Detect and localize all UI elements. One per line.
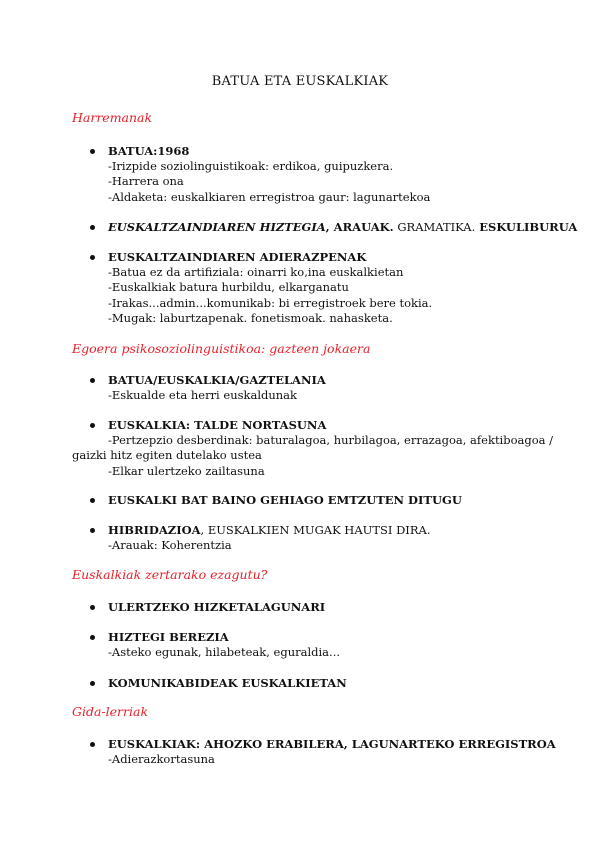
bullet-icon xyxy=(90,605,95,610)
list-item-line: -Aldaketa: euskalkiaren erregistroa gaur: lagunartekoa xyxy=(108,189,431,204)
list-item-text: ESKULIBURUA xyxy=(475,220,578,234)
list-item-line: -Euskalkiak batura hurbildu, elkarganatu xyxy=(108,280,349,295)
list-item-head: ULERTZEKO HIZKETALAGUNARI xyxy=(108,600,326,614)
list-item-line: -Irakas...admin...komunikab: bi erregistroek bere tokia. xyxy=(108,295,433,310)
list-item-line: -Batua ez da artifiziala: oinarri ko,ina euskalkietan xyxy=(108,265,404,280)
list-item xyxy=(108,493,462,508)
list-item-head: HIBRIDAZIOA xyxy=(108,523,201,537)
list-item-line: -Harrera ona xyxy=(108,174,184,189)
list-item xyxy=(72,418,554,479)
bullet-icon xyxy=(90,498,95,503)
list-item xyxy=(108,523,430,553)
list-item-line: -Arauak: Koherentzia xyxy=(108,538,232,553)
list-item-line: -Asteko egunak, hilabeteak, eguraldia... xyxy=(108,645,340,660)
bullet-icon xyxy=(90,742,95,747)
list-item-text: , ARAUAK. xyxy=(325,220,394,234)
list-item-head: HIZTEGI BEREZIA xyxy=(108,630,229,644)
list-item xyxy=(108,250,432,326)
page-title: BATUA ETA EUSKALKIAK xyxy=(211,74,389,89)
section-heading-zertarako: Euskalkiak zertarako ezagutu? xyxy=(72,567,268,582)
bullet-icon xyxy=(90,635,95,640)
list-item xyxy=(108,630,340,660)
list-item-line: -Irizpide soziolinguistikoak: erdikoa, guipuzkera. xyxy=(108,159,394,174)
list-item-head: EUSKALKIA: TALDE NORTASUNA xyxy=(108,418,327,432)
list-item-head: EUSKALKIAK: AHOZKO ERABILERA, LAGUNARTEKO ERREGISTROA xyxy=(108,737,556,751)
bullet-icon xyxy=(90,225,95,230)
list-item-line: -Pertzepzio desberdinak: baturalagoa, hurbilagoa, errazagoa, afektiboagoa / xyxy=(108,433,554,448)
list-item xyxy=(108,373,326,403)
list-item xyxy=(108,144,430,205)
list-item-text: GRAMATIKA. xyxy=(393,220,476,234)
list-item xyxy=(108,220,577,235)
list-item-line: -Adierazkortasuna xyxy=(108,752,215,767)
bullet-icon xyxy=(90,423,95,428)
list-item-line: gaizki hitz egiten dutelako ustea xyxy=(72,448,262,463)
section-heading-harremanak: Harremanak xyxy=(72,110,153,125)
list-item-head: EUSKALTZAINDIAREN ADIERAZPENAK xyxy=(108,250,367,264)
bullet-icon xyxy=(90,378,95,383)
list-item-head: BATUA:1968 xyxy=(108,144,190,158)
list-item xyxy=(108,600,325,615)
list-item-line: -Eskualde eta herri euskaldunak xyxy=(108,388,298,403)
list-item-head: BATUA/EUSKALKIA/GAZTELANIA xyxy=(108,373,326,387)
bullet-icon xyxy=(90,255,95,260)
list-item-text: , EUSKALKIEN MUGAK HAUTSI DIRA. xyxy=(200,523,431,537)
list-item-head: KOMUNIKABIDEAK EUSKALKIETAN xyxy=(108,676,347,690)
list-item-line: -Mugak: laburtzapenak. fonetismoak. nahasketa. xyxy=(108,310,393,325)
bullet-icon xyxy=(90,528,95,533)
section-heading-egoera: Egoera psikosoziolinguistikoa: gazteen jokaera xyxy=(72,341,371,356)
list-item-head: EUSKALTZAINDIAREN HIZTEGIA xyxy=(108,220,326,234)
list-item-head: EUSKALKI BAT BAINO GEHIAGO EMTZUTEN DITUGU xyxy=(108,493,462,507)
list-item-line: -Elkar ulertzeko zailtasuna xyxy=(108,463,265,478)
section-heading-gida: Gida-lerriak xyxy=(72,704,149,719)
list-item xyxy=(108,737,556,767)
list-item xyxy=(108,676,347,691)
bullet-icon xyxy=(90,681,95,686)
bullet-icon xyxy=(90,149,95,154)
